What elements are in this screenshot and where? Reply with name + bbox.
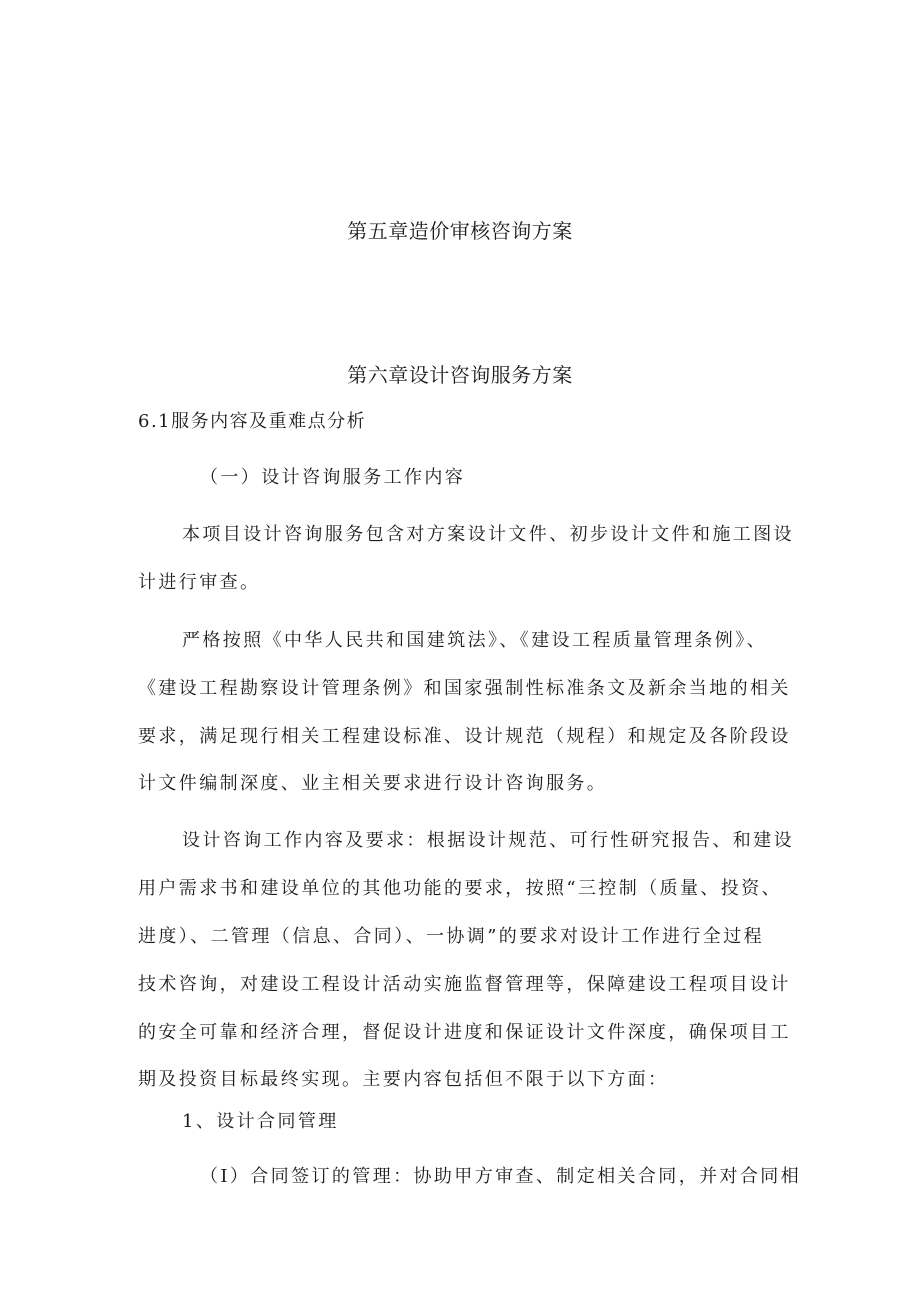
paragraph-line: 技术咨询，对建设工程设计活动实施监督管理等，保障建设工程项目设计 [138, 974, 791, 995]
paragraph-line: 计进行审查。 [138, 572, 261, 593]
subsection-heading: （一）设计咨询服务工作内容 [200, 467, 466, 488]
item-heading: 1、设计合同管理 [182, 1111, 339, 1132]
item-paragraph-line: （I）合同签订的管理：协助甲方审查、制定相关合同，并对合同相 [200, 1166, 802, 1187]
paragraph-line: 用户需求书和建设单位的其他功能的要求，按照“三控制（质量、投资、 [138, 878, 782, 899]
paragraph-line: 期及投资目标最终实现。主要内容包括但不限于以下方面： [138, 1069, 669, 1090]
paragraph-line: 设计咨询工作内容及要求：根据设计规范、可行性研究报告、和建设 [182, 830, 794, 851]
chapter-5-title: 第五章造价审核咨询方案 [347, 219, 573, 243]
paragraph-line: 《建设工程勘察设计管理条例》和国家强制性标准条文及新余当地的相关 [138, 678, 791, 699]
section-heading: 6.1服务内容及重难点分析 [138, 411, 367, 432]
paragraph-line: 计文件编制深度、业主相关要求进行设计咨询服务。 [138, 773, 608, 794]
chapter-6-title: 第六章设计咨询服务方案 [347, 363, 573, 387]
paragraph-line: 本项目设计咨询服务包含对方案设计文件、初步设计文件和施工图设 [182, 524, 794, 545]
paragraph-line: 的安全可靠和经济合理，督促设计进度和保证设计文件深度，确保项目工 [138, 1022, 791, 1043]
paragraph-line: 进度）、二管理（信息、合同）、一协调”的要求对设计工作进行全过程 [138, 926, 764, 947]
paragraph-line: 严格按照《中华人民共和国建筑法》、《建设工程质量管理条例》、 [182, 630, 767, 651]
paragraph-line: 要求，满足现行相关工程建设标准、设计规范（规程）和规定及各阶段设 [138, 726, 791, 747]
